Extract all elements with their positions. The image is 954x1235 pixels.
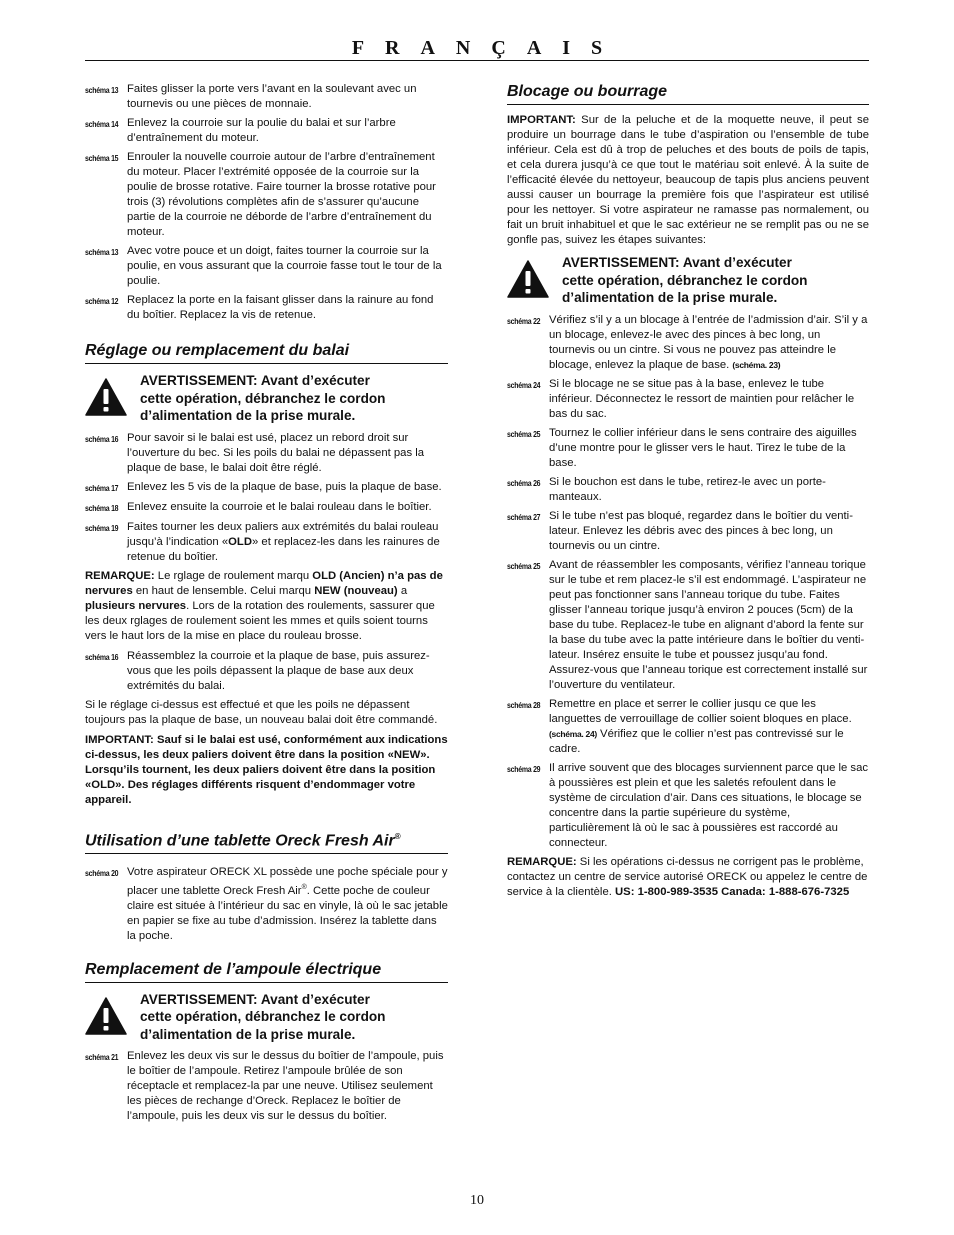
schema-ref: schéma 25 (507, 429, 541, 439)
remarque-text: en haut de lensemble. Celui marqu (132, 584, 315, 597)
schema-ref: schéma 12 (85, 297, 119, 306)
warning-text (562, 254, 808, 307)
step-text: Enlevez les 5 vis de la plaque de base, puis la plaque de base. (127, 480, 442, 493)
step-item (85, 244, 448, 289)
schema-ref: schéma 13 (85, 86, 119, 95)
step-item (507, 475, 869, 505)
remarque-text: a (397, 584, 408, 597)
remarque-label: REMARQUE: (85, 569, 155, 582)
schema-ref: schéma 24 (507, 380, 541, 390)
remarque-paragraph (507, 855, 869, 900)
step-item (85, 82, 448, 112)
step-item (507, 426, 869, 471)
step-item (85, 865, 448, 944)
step-text-part: » et replacez-les dans les rainures de retenue du boîtier. (127, 535, 440, 563)
schema-ref: schéma 28 (507, 700, 541, 710)
step-text (127, 520, 448, 565)
step-text: Si le blocage ne se situe pas à la base, enlevez le tube inférieur. Déconnectez le ressort de maintien pour relâcher le bas du sac. (549, 377, 855, 420)
step-item (507, 558, 869, 693)
step-text (127, 865, 448, 944)
schema-ref: schéma 17 (85, 483, 119, 493)
step-text: Pour savoir si le balai est usé, placez un rebord droit sur l’ouverture du bec. Si les poils du balai ne dépassent pas la plaque de base, le balai doit être réglé. (127, 431, 425, 474)
warning-line: d’alimentation de la prise murale. (562, 290, 778, 305)
remarque-text: . Lors de la rotation des roulements, sassurer que les deux rglages de roulement soient les mmes et quils soient tourns vers le haut lors de la mise en place du rouleau brosse. (85, 599, 435, 642)
schema-inline-ref: (schéma. 24) (549, 728, 597, 739)
section-heading-blocage: Blocage ou bourrage (507, 82, 869, 105)
remarque-bold: OLD (Ancien) n’a pas de nervures (85, 569, 443, 597)
schema-ref: schéma 14 (85, 120, 119, 129)
remarque-bold: plusieurs nervures (85, 599, 187, 612)
registered-mark: ® (394, 831, 401, 841)
warning-icon (85, 991, 140, 1040)
remarque-bold: NEW (nouveau) (314, 584, 398, 597)
schema-ref: schéma 15 (85, 154, 119, 163)
schema-ref: schéma 29 (507, 764, 541, 774)
registered-mark: ® (301, 883, 307, 891)
remarque-paragraph (85, 569, 448, 644)
step-item (507, 313, 869, 373)
schema-ref: schéma 27 (507, 512, 541, 522)
step-text: Si le bouchon est dans le tube, retirez-le avec un porte-manteaux. (549, 475, 826, 503)
step-item (507, 509, 869, 554)
warning-line: AVERTISSEMENT: Avant d’exécuter (140, 991, 370, 1007)
phone-numbers: US: 1-800-989-3535 Canada: 1-888-676-7325 (615, 885, 850, 898)
step-text: Réassemblez la courroie et la plaque de base, puis assurez-vous que les poils dépassent la plaque de base aux deux extrémités du balai. (127, 649, 430, 692)
warning-line: cette opération, débranchez le cordon (140, 1009, 386, 1025)
step-item (85, 431, 448, 476)
step-item (85, 480, 448, 496)
schema-ref: schéma 18 (85, 503, 119, 513)
step-text: Enrouler la nouvelle courroie autour de l’arbre d’entraînement du moteur. Placer l’extrémité opposée de la courroie sur la poulie de brosse rotative. Faire tourner la brosse rotative pour trois (3) révolutions complètes afin de s’assurer qu’aucune partie de la courroie ne déborde de l’arbre d’entraînement du moteur. (127, 151, 436, 238)
section-heading-balai: Réglage ou remplacement du balai (85, 341, 448, 364)
heading-text: Utilisation d’une tablette Oreck Fresh Air (85, 831, 395, 849)
step-item (85, 1049, 448, 1124)
schema-ref: schéma 22 (507, 316, 541, 326)
step-text: Enlevez la courroie sur la poulie du balai et sur l’arbre d’entraînement du moteur. (127, 117, 396, 144)
step-text: Avant de réassembler les composants, vérifiez l’anneau torique sur le tube et rem placez-le s’il est endommagé. L’aspirateur ne peut pas fonctionner sans l’anneau torique du tube. Faites glisser l’anneau torique jusqu’à environ 2 pouces (5cm) de la base du tube. Replacez-le tube en alignant d’abord la fente sur la base du tube avec la patte intérieure dans le boîtier du venti-lateur. Insérez ensuite le tube et poussez jusqu’au fond. Assurez-vous que l’anneau torique est correctement installé sur l’ouverture du ventilateur. (549, 558, 868, 691)
schema-ref: schéma 13 (85, 248, 119, 257)
note-paragraph: Si le réglage ci-dessus est effectué et que les poils ne dépassent toujours pas la plaque de base, un nouveau balai doit être commandé. (85, 698, 438, 726)
schema-ref: schéma 16 (85, 434, 119, 444)
schema-ref: schéma 26 (507, 478, 541, 488)
warning-text (140, 372, 386, 425)
important-paragraph: IMPORTANT: Sauf si le balai est usé, conformément aux indications ci-dessus, les deux paliers doivent être dans la position «NEW». Lorsqu’ils tournent, les deux paliers doivent être dans la position «OLD». Des réglages différents risquent d’endommager votre appareil. (85, 733, 448, 806)
step-item (85, 116, 448, 146)
step-text: Replacez la porte en la faisant glisser dans la rainure au fond du boîtier. Replacez la vis de retenue. (127, 294, 434, 321)
warning-line: cette opération, débranchez le cordon (140, 390, 386, 406)
remarque-text: Si les opérations ci-dessus ne corrigent pas le problème, contactez un centre de service autorisé ORECK ou appelez le centre de service à la clientèle. (507, 855, 868, 898)
step-item (85, 500, 448, 516)
step-item (507, 377, 869, 422)
schema-ref: schéma 25 (507, 561, 541, 571)
warning-line: d’alimentation de la prise murale. (140, 1026, 356, 1042)
schema-ref: schéma 16 (85, 652, 119, 662)
warning-line: cette opération, débranchez le cordon (562, 272, 808, 288)
remarque-text: Le rglage de roulement marqu (154, 569, 313, 582)
step-text: Enlevez ensuite la courroie et le balai rouleau dans le boîtier. (127, 500, 432, 513)
language-header: FRANÇAIS (351, 37, 624, 59)
warning-line: d’alimentation de la prise murale. (140, 408, 356, 423)
step-item (507, 697, 869, 757)
step-text (549, 697, 869, 757)
step-text-part: Vérifiez s’il y a un blocage à l’entrée de l’admission d’air. S’il y a un blocage, enlevez-le avec des pinces à bec long, un tournevis ou un cintre. Si vous ne pouvez pas atteindre le blocage, enlevez la plaque de base. (549, 313, 868, 371)
remarque-label: REMARQUE: (507, 855, 577, 868)
step-text: Il arrive souvent que des blocages surviennent parce que le sac à poussières est plein et que les saletés refoulent dans le système de circulation d’air. Dans ces situations, le blocage se concentre dans la partie supérieure du système, particulièrement là où le sac à poussières est raccordé au connecteur. (549, 761, 869, 849)
page-number: 10 (470, 1193, 484, 1208)
warning-block (85, 372, 448, 425)
step-text-part: Votre aspirateur ORECK XL possède une poche spéciale pour y placer une tablette Oreck Fresh Air (127, 865, 448, 897)
step-text-part: . Cette poche de couleur claire est située à l’intérieur du sac en vinyle, là où le sac jetable en papier se fixe au tube d’admission. Insérez la tablette dans la poche. (127, 884, 448, 942)
schema-ref: schéma 20 (85, 868, 119, 878)
important-label: IMPORTANT: (507, 114, 576, 126)
step-text: Si le tube n’est pas bloqué, regardez dans le boîtier du venti-lateur. Enlevez les débris avec des pinces à bec long, un tournevis ou un cintre. (549, 509, 853, 552)
schema-ref: schéma 21 (85, 1053, 119, 1063)
schema-ref: schéma 19 (85, 523, 119, 533)
step-text-part: Faites tourner les deux paliers aux extrémités du balai rouleau jusqu’à l’indication « (127, 520, 439, 548)
warning-block (85, 991, 448, 1044)
warning-icon (507, 254, 562, 303)
warning-line: AVERTISSEMENT: Avant d’exécuter (562, 255, 792, 270)
section-heading-freshair (85, 827, 448, 854)
intro-paragraph (507, 113, 869, 248)
step-item (85, 520, 448, 565)
step-item (85, 150, 448, 240)
step-item (85, 649, 448, 694)
step-text: Tournez le collier inférieur dans le sens contraire des aiguilles d’une montre pour le glisser vers le haut. Tirez le tube de la base. (549, 426, 857, 469)
step-text-part: Vérifiez que le collier n’est pas contrevissé sur le cadre. (549, 727, 844, 755)
schema-inline-ref: (schéma. 23) (732, 359, 781, 370)
step-text-bold: OLD (228, 535, 252, 548)
step-text: Enlevez les deux vis sur le dessus du boîtier de l’ampoule, puis le boîtier de l’ampoule. Retirez l’ampoule brûlée de son réceptacle et remplacez-la par une neuve. Utilisez seulement les pièces de rechange d’Oreck. Replacez le boîtier de l’ampoule, puis les deux vis sur le dessus du boîtier. (127, 1050, 444, 1123)
header-rule (85, 60, 869, 61)
left-column (85, 82, 448, 1128)
step-text (549, 313, 869, 373)
intro-text: Sur de la peluche et de la moquette neuve, il peut se produire un bourrage dans le tube d’aspiration ou l’ensemble de tube inférieur. Cela est dû à trop de peluches et des bouts de poils de tapis, et cela durera jusqu’à ce que tout le matériau soit enlevé. À la suite de l’efficacité élevée du nettoyeur, beaucoup de tapis plus anciens peuvent aussi causer un bourrage la première fois que l’aspirateur est utilisé pour les nettoyer. Si votre aspirateur ne ramasse pas normalement, ou fait un bruit inhabituel et que le sac extérieur ne se remplit pas ou ne se gonfle pas, suivez les étapes suivantes: (507, 114, 869, 246)
step-item (507, 761, 869, 851)
right-column (507, 82, 869, 905)
step-text: Faites glisser la porte vers l’avant en la soulevant avec un tournevis ou une pièces de monnaie. (127, 83, 417, 110)
step-text-part: Remettre en place et serrer le collier jusqu ce que les languettes de verrouillage de collier soient bloques en place. (549, 697, 852, 725)
section-heading-ampoule: Remplacement de l’ampoule électrique (85, 960, 448, 983)
step-item (85, 293, 448, 323)
warning-icon (85, 372, 140, 421)
warning-text (140, 991, 386, 1044)
warning-line: AVERTISSEMENT: Avant d’exécuter (140, 373, 370, 388)
warning-block (507, 254, 869, 307)
step-text: Avec votre pouce et un doigt, faites tourner la courroie sur la poulie, en vous assurant que la courroie fasse tout le tour de la poulie. (127, 245, 442, 287)
